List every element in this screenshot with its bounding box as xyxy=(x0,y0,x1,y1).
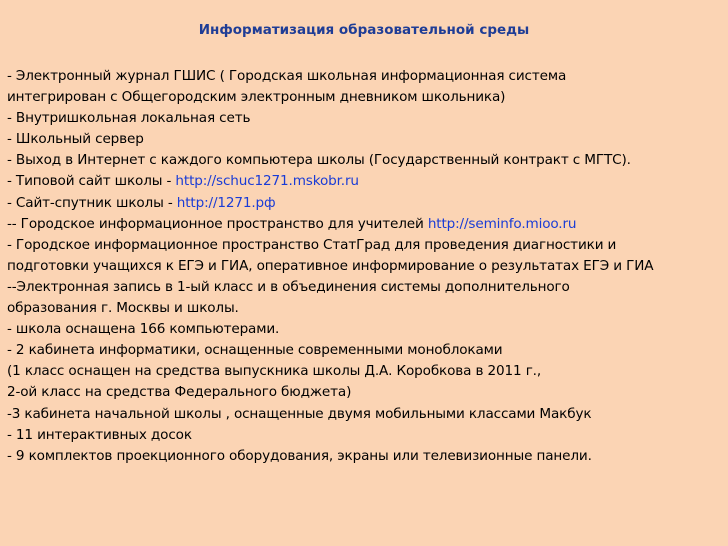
body-line xyxy=(7,193,723,214)
body-line xyxy=(7,150,723,171)
line-text: - 11 интерактивных досок xyxy=(7,426,192,443)
satellite-site-link[interactable]: http://1271.рф xyxy=(176,194,276,211)
line-text: - Электронный журнал ГШИС ( Городская школьная информационная система xyxy=(7,68,567,84)
line-text: (1 класс оснащен на средства выпускника школы Д.А. Коробкова в 2011 г., xyxy=(7,363,542,380)
body-line xyxy=(7,108,723,129)
line-text: - Городское информационное пространство СтатГрад для проведения диагностики и xyxy=(7,236,617,253)
school-site-link[interactable]: http://schuc1271.mskobr.ru xyxy=(175,173,359,190)
body-line xyxy=(7,298,723,319)
teachers-space-link[interactable]: http://seminfo.mioo.ru xyxy=(427,215,577,232)
line-text: - Типовой сайт школы - xyxy=(7,173,176,190)
body-line xyxy=(7,361,723,382)
line-text: - 9 комплектов проекционного оборудования, экраны или телевизионные панели. xyxy=(7,447,592,464)
line-text: - 2 кабинета информатики, оснащенные современными моноблоками xyxy=(7,342,503,359)
line-text: --Электронная запись в 1-ый класс и в объединения системы дополнительного xyxy=(7,278,570,295)
body-line xyxy=(7,214,723,235)
line-text: -3 кабинета начальной школы , оснащенные двумя мобильными классами Макбук xyxy=(7,405,592,422)
line-text: интегрирован с Общегородским электронным дневником школьника) xyxy=(7,89,506,106)
line-text: -- Городское информационное пространство для учителей xyxy=(7,215,428,232)
line-text: образования г. Москвы и школы. xyxy=(7,300,239,317)
body-line xyxy=(7,235,723,256)
line-text: - Сайт-спутник школы - xyxy=(7,194,177,211)
body-line xyxy=(7,404,723,425)
body-line xyxy=(7,319,723,340)
line-text: подготовки учащихся к ЕГЭ и ГИА, оперативное информирование о результатах ЕГЭ и ГИА xyxy=(7,257,654,274)
body-line xyxy=(7,87,723,108)
body-line xyxy=(7,129,723,150)
body-line xyxy=(7,382,723,403)
line-text: - школа оснащена 166 компьютерами. xyxy=(7,321,280,338)
line-text: - Внутришкольная локальная сеть xyxy=(7,110,251,127)
body-line xyxy=(7,446,723,467)
slide-body xyxy=(7,66,723,467)
body-line xyxy=(7,277,723,298)
line-text: - Школьный сервер xyxy=(7,131,144,148)
body-line xyxy=(7,171,723,192)
line-text: 2-ой класс на средства Федерального бюджета) xyxy=(7,384,352,401)
body-line xyxy=(7,66,723,87)
slide-title: Информатизация образовательной среды xyxy=(198,22,530,38)
body-line xyxy=(7,256,723,277)
body-line xyxy=(7,340,723,361)
line-text: - Выход в Интернет с каждого компьютера школы (Государственный контракт с МГТС). xyxy=(7,152,631,169)
body-line xyxy=(7,425,723,446)
